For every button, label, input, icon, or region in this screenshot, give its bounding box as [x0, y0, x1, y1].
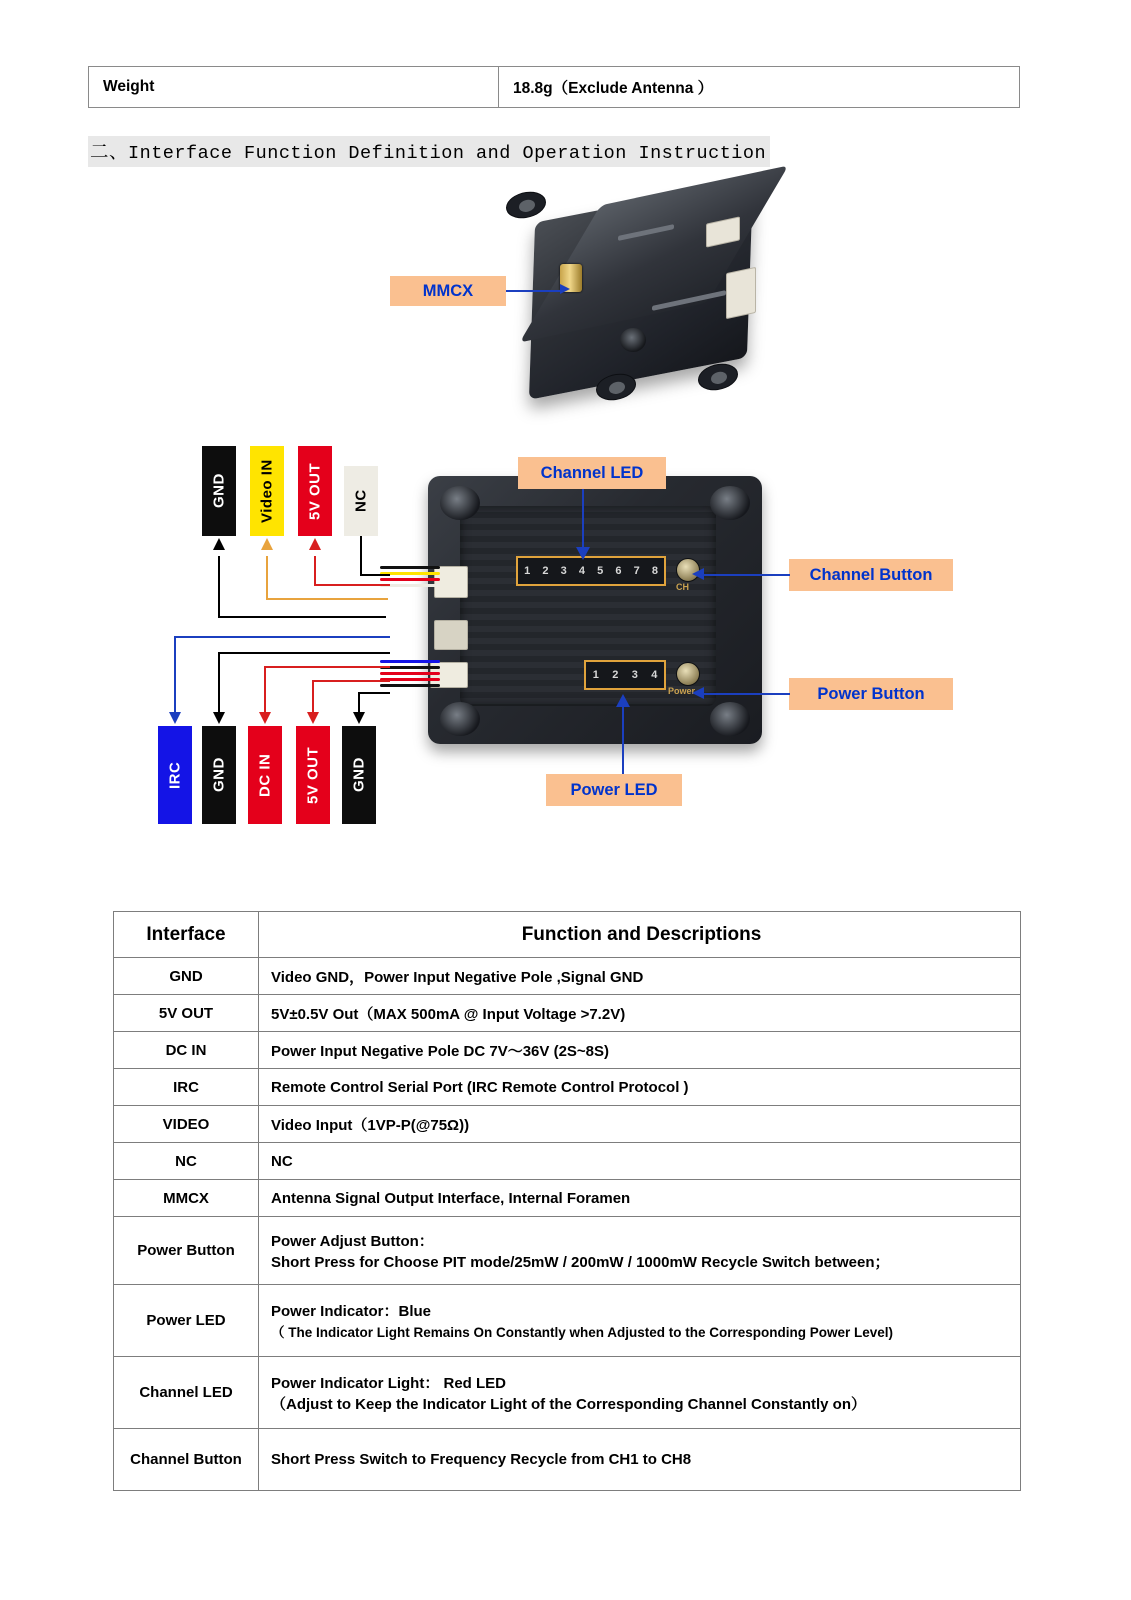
callout-channel-button-label: Channel Button: [809, 565, 933, 584]
mount-hole-center: [620, 328, 646, 352]
wire-label-text: GND: [350, 757, 368, 793]
row-description-line: （ The Indicator Light Remains On Constantly when Adjusted to the Corresponding Power Level): [271, 1325, 894, 1340]
row-description: [259, 1032, 1021, 1069]
row-description-line: Short Press Switch to Frequency Recycle from CH1 to CH8: [271, 1451, 692, 1468]
wire-label-5v-out-bottom: [296, 726, 330, 824]
mount-ear-top-left: [506, 189, 546, 221]
callout-power-button: [789, 678, 953, 710]
channel-led-digit: 2: [542, 565, 549, 577]
row-interface: Channel LED: [114, 1357, 259, 1429]
table-row: [114, 958, 1021, 995]
wire-leader-gnd-b2: [358, 692, 360, 714]
row-description: [259, 1357, 1021, 1429]
power-led-digit: 3: [631, 669, 638, 681]
callout-power-led: [546, 774, 682, 806]
row-interface: NC: [114, 1143, 259, 1180]
row-description-line: Short Press for Choose PIT mode/25mW / 200mW / 1000mW Recycle Switch between；: [271, 1253, 890, 1271]
device-bottom-view-image: [420, 470, 770, 790]
wire-arrow-irc: [169, 712, 181, 724]
wire-leader-gnd-top-h: [218, 616, 386, 618]
row-description: [259, 995, 1021, 1032]
row-interface: GND: [114, 958, 259, 995]
wire-arrow-5v-top: [309, 538, 321, 550]
wire-leader-nc-h: [360, 574, 390, 576]
wire-leader-5v-top-h: [314, 584, 390, 586]
leader-arrow-power-button: [692, 687, 704, 699]
socket-middle: [434, 620, 468, 650]
wire-leader-irc-h: [174, 636, 390, 638]
channel-led-digit: 7: [633, 565, 640, 577]
row-description-line: Video Input（1VP-P(@75Ω)): [271, 1116, 470, 1134]
callout-channel-led: [518, 457, 666, 489]
mount-hole-br: [710, 702, 750, 736]
wire-label-text: Video IN: [258, 459, 276, 523]
wire-leader-irc: [174, 636, 176, 712]
leader-arrow-mmcx: [560, 284, 570, 294]
power-button-on-board[interactable]: [676, 662, 700, 686]
wire-label-text: 5V OUT: [304, 746, 322, 804]
interface-function-table: [113, 911, 1021, 1491]
wire-leader-video: [266, 556, 268, 600]
wire-label-text: IRC: [166, 761, 184, 789]
row-description: [259, 1069, 1021, 1106]
channel-led-digit: 6: [615, 565, 622, 577]
wire-leader-dc-in: [264, 666, 266, 712]
channel-led-digit: 1: [524, 565, 531, 577]
channel-button-silk-label: CH: [676, 582, 689, 592]
weight-label: Weight: [89, 67, 499, 108]
header-function: Function and Descriptions: [259, 912, 1021, 958]
wire-label-text: GND: [210, 757, 228, 793]
channel-led-digit: 4: [578, 565, 585, 577]
row-description-line: Power Adjust Button：: [271, 1232, 434, 1250]
wire-leader-5v-bottom: [312, 680, 314, 712]
row-description-line: 5V±0.5V Out（MAX 500mA @ Input Voltage >7.2V): [271, 1005, 626, 1023]
weight-value: 18.8g（Exclude Antenna ）: [499, 67, 1020, 108]
channel-led-digit: 8: [651, 565, 658, 577]
row-description: [259, 1180, 1021, 1217]
table-row: [114, 995, 1021, 1032]
row-interface: DC IN: [114, 1032, 259, 1069]
row-description: [259, 1106, 1021, 1143]
leader-line-channel-led: [582, 489, 584, 549]
leader-arrow-channel-button: [692, 568, 704, 580]
table-row: [114, 1217, 1021, 1285]
wire-leader-nc: [360, 536, 362, 576]
row-interface: Power LED: [114, 1285, 259, 1357]
section-heading: 二、Interface Function Definition and Operation Instruction: [88, 136, 770, 167]
wire-bundle-upper: [380, 566, 440, 592]
table-header-row: [114, 912, 1021, 958]
leader-line-mmcx: [506, 290, 564, 292]
row-description-line: NC: [271, 1152, 293, 1170]
row-description: [259, 1429, 1021, 1491]
row-interface: MMCX: [114, 1180, 259, 1217]
table-row: [114, 1032, 1021, 1069]
row-description: [259, 958, 1021, 995]
power-button-silk-label: Power: [668, 686, 696, 696]
power-led-digit: 4: [651, 669, 658, 681]
wire-arrow-dc-in: [259, 712, 271, 724]
row-description-line: Power Indicator Light： Red LED: [271, 1374, 507, 1392]
device-top-view-image: [500, 186, 780, 416]
callout-mmcx-label: MMCX: [422, 281, 474, 300]
wire-bundle-lower: [380, 660, 440, 692]
wire-leader-5v-bottom-h: [312, 680, 390, 682]
wire-arrow-5v-bottom: [307, 712, 319, 724]
row-description: [259, 1217, 1021, 1285]
callout-channel-led-label: Channel LED: [540, 463, 644, 482]
row-interface: VIDEO: [114, 1106, 259, 1143]
leader-line-channel-button: [700, 574, 790, 576]
table-row: [114, 1106, 1021, 1143]
channel-led-window: [516, 556, 666, 586]
row-description: [259, 1143, 1021, 1180]
row-description-line: Antenna Signal Output Interface, Internal Foramen: [271, 1189, 631, 1207]
table-row: [114, 1357, 1021, 1429]
wire-label-text: DC IN: [256, 753, 274, 797]
table-row: [114, 1429, 1021, 1491]
mount-hole-bl: [440, 702, 480, 736]
leader-arrow-channel-led: [576, 547, 590, 560]
channel-led-digit: 3: [560, 565, 567, 577]
wire-label-gnd-top: [202, 446, 236, 536]
wire-arrow-gnd-b2: [353, 712, 365, 724]
power-led-digit: 1: [592, 669, 599, 681]
mount-ear-bottom-right: [698, 361, 738, 393]
wire-label-gnd-b2: [342, 726, 376, 824]
row-interface: Power Button: [114, 1217, 259, 1285]
row-description-line: Remote Control Serial Port (IRC Remote Control Protocol ): [271, 1078, 689, 1096]
callout-channel-button: [789, 559, 953, 591]
wire-arrow-gnd-b1: [213, 712, 225, 724]
wire-label-dc-in: [248, 726, 282, 824]
row-description-line: Video GND，Power Input Negative Pole ,Signal GND: [271, 968, 644, 986]
wire-leader-gnd-top: [218, 556, 220, 618]
table-row: [114, 1069, 1021, 1106]
row-interface: IRC: [114, 1069, 259, 1106]
wire-leader-video-h: [266, 598, 388, 600]
wire-arrow-video: [261, 538, 273, 550]
row-description-line: Power Indicator：Blue: [271, 1303, 432, 1320]
wire-label-text: 5V OUT: [306, 462, 324, 520]
row-interface: 5V OUT: [114, 995, 259, 1032]
row-description-line: （Adjust to Keep the Indicator Light of the Corresponding Channel Constantly on）: [271, 1395, 866, 1413]
channel-led-digit: 5: [597, 565, 604, 577]
power-led-digit: 2: [612, 669, 619, 681]
callout-power-led-label: Power LED: [570, 780, 658, 799]
wire-label-video-in: [250, 446, 284, 536]
table-row: [114, 1180, 1021, 1217]
callout-mmcx: [390, 276, 506, 306]
wire-label-irc: [158, 726, 192, 824]
row-description: [259, 1285, 1021, 1357]
table-body: [114, 912, 1021, 1491]
wire-leader-5v-top: [314, 556, 316, 586]
connector-lower: [726, 267, 756, 319]
wire-label-nc: [344, 466, 378, 536]
wire-label-5v-out-top: [298, 446, 332, 536]
leader-line-power-button: [700, 693, 790, 695]
callout-power-button-label: Power Button: [817, 684, 925, 703]
row-interface: Channel Button: [114, 1429, 259, 1491]
power-led-window: [584, 660, 666, 690]
table-row: [114, 1143, 1021, 1180]
leader-line-power-led: [622, 702, 624, 774]
mount-hole-tl: [440, 486, 480, 520]
row-description-line: Power Input Negative Pole DC 7V～36V (2S~8S): [271, 1042, 610, 1060]
table-row: [114, 1285, 1021, 1357]
header-interface: Interface: [114, 912, 259, 958]
wire-arrow-gnd-top: [213, 538, 225, 550]
wire-leader-dc-in-h: [264, 666, 390, 668]
wire-label-text: NC: [352, 489, 370, 513]
wire-leader-gnd-b2-h: [358, 692, 390, 694]
leader-arrow-power-led: [616, 694, 630, 707]
wire-label-gnd-b1: [202, 726, 236, 824]
wire-leader-gnd-b1-h: [218, 652, 390, 654]
wire-label-text: GND: [210, 473, 228, 509]
wire-leader-gnd-b1: [218, 652, 220, 712]
mount-hole-tr: [710, 486, 750, 520]
